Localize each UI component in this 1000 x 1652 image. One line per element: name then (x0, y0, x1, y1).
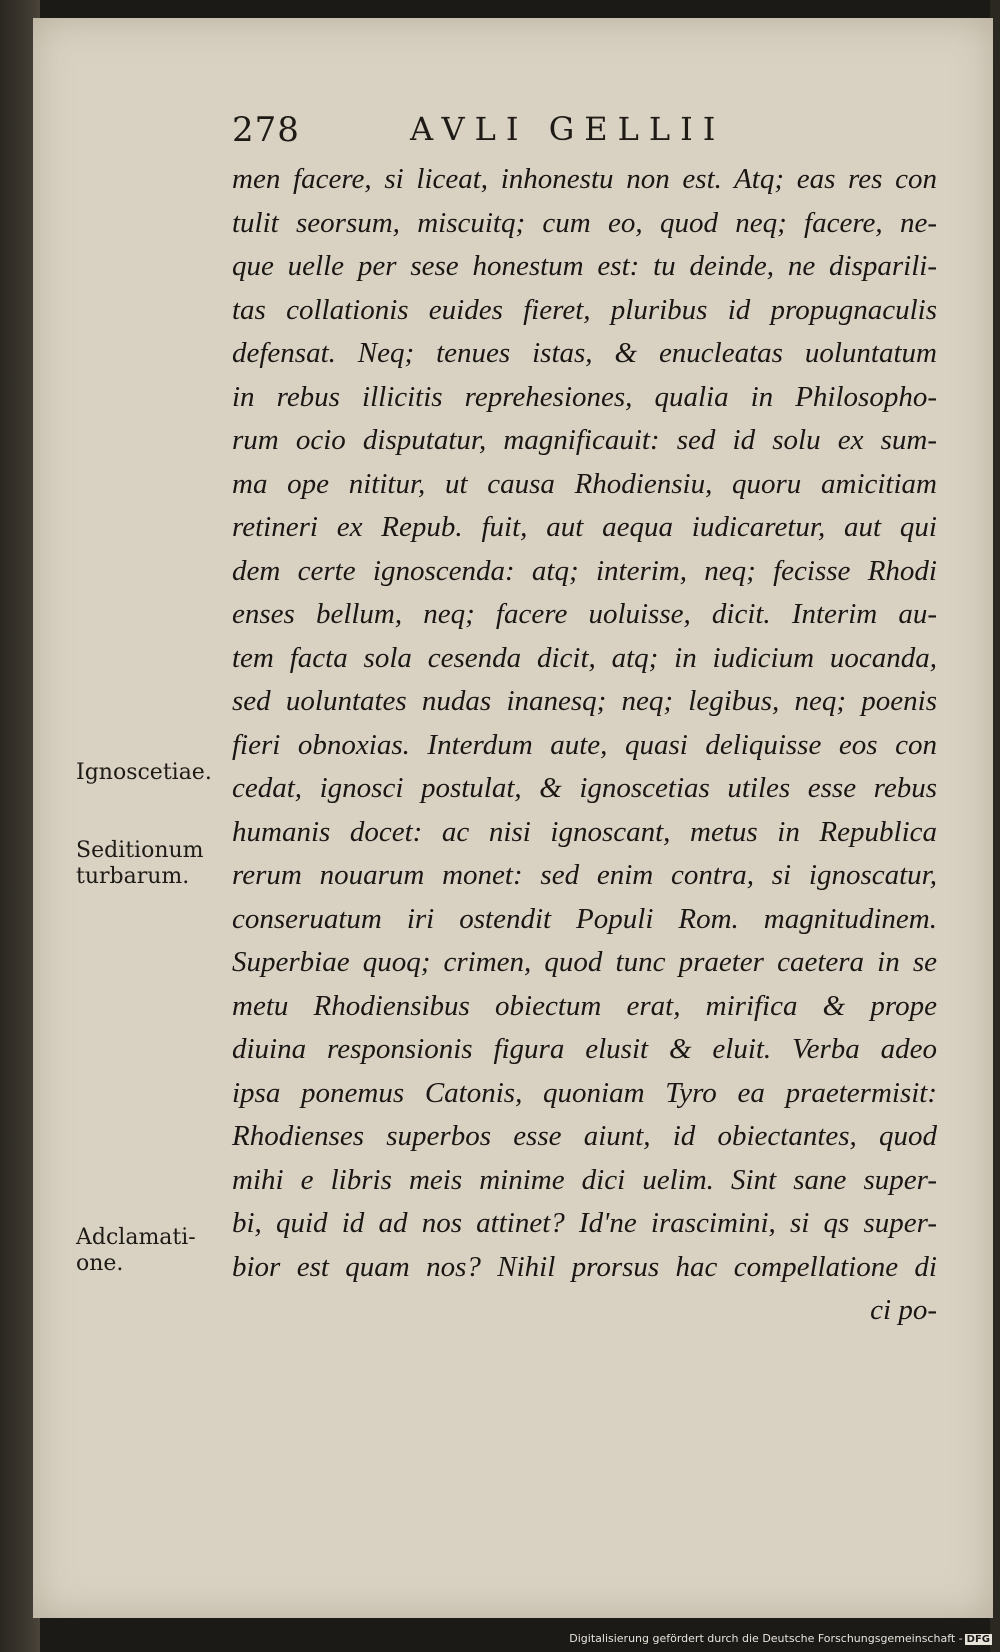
text-line: rum ocio disputatur, magnificauit: sed id solu ex sum- (232, 424, 937, 456)
body-text (232, 158, 937, 1333)
text-line: conseruatum iri ostendit Populi Rom. magnitudinem. (232, 902, 937, 935)
text-line: mihi e libris meis minime dici uelim. Sint sane super- (232, 1163, 937, 1196)
text-line: bi, quid id ad nos attinet? Id'ne irascimini, si qs super- (232, 1207, 937, 1239)
digitization-credit (569, 1632, 992, 1645)
text-line: ma ope nititur, ut causa Rhodiensiu, quoru amicitiam (232, 467, 937, 500)
text-line: metu Rhodiensibus obiectum erat, mirifica & prope (232, 989, 937, 1022)
text-line: diuina responsionis figura elusit & eluit. Verba adeo (232, 1033, 937, 1065)
page-number: 278 (232, 110, 300, 150)
credit-text: Digitalisierung gefördert durch die Deutsche Forschungsgemeinschaft - (569, 1632, 963, 1645)
margin-note-seditionum: Seditionum turbarum. (76, 838, 204, 889)
text-line: Rhodienses superbos esse aiunt, id obiectantes, quod (232, 1120, 937, 1152)
text-line: rerum nouarum monet: sed enim contra, si ignoscatur, (232, 859, 937, 891)
text-line: humanis docet: ac nisi ignoscant, metus in Republica (232, 815, 937, 848)
text-line: retineri ex Repub. fuit, aut aequa iudicaretur, aut qui (232, 511, 937, 543)
text-line: tas collationis euides fieret, pluribus id propugnaculis (232, 293, 937, 326)
text-line: men facere, si liceat, inhonestu non est. Atq; eas res con (232, 163, 937, 195)
text-line: ipsa ponemus Catonis, quoniam Tyro ea praetermisit: (232, 1076, 937, 1109)
text-line: Superbiae quoq; crimen, quod tunc praeter caetera in se (232, 946, 937, 978)
dfg-logo: DFG (966, 1634, 990, 1645)
text-line: cedat, ignosci postulat, & ignoscetias utiles esse rebus (232, 772, 937, 804)
page-header (232, 110, 772, 156)
text-line: que uelle per sese honestum est: tu deinde, ne disparili- (232, 250, 937, 282)
text-line: sed uoluntates nudas inanesq; neq; legibus, neq; poenis (232, 685, 937, 717)
text-line: tem facta sola cesenda dicit, atq; in iudicium uocanda, (232, 641, 937, 674)
catchword: ci po- (870, 1294, 937, 1326)
text-line: tulit seorsum, miscuitq; cum eo, quod neq; facere, ne- (232, 206, 937, 239)
running-title: AVLI GELLII (410, 110, 726, 148)
text-line: enses bellum, neq; facere uoluisse, dicit. Interim au- (232, 598, 937, 630)
text-line: defensat. Neq; tenues istas, & enucleatas uoluntatum (232, 337, 937, 369)
text-line: in rebus illicitis reprehesiones, qualia in Philosopho- (232, 380, 937, 413)
margin-note-ignoscentiae: Ignoscetiae. (76, 760, 212, 785)
text-line: fieri obnoxias. Interdum aute, quasi deliquisse eos con (232, 728, 937, 761)
text-line: dem certe ignoscenda: atq; interim, neq; fecisse Rhodi (232, 554, 937, 587)
margin-note-adclamatione: Adclamati-one. (76, 1225, 196, 1276)
text-line: bior est quam nos? Nihil prorsus hac compellatione di (232, 1250, 937, 1283)
